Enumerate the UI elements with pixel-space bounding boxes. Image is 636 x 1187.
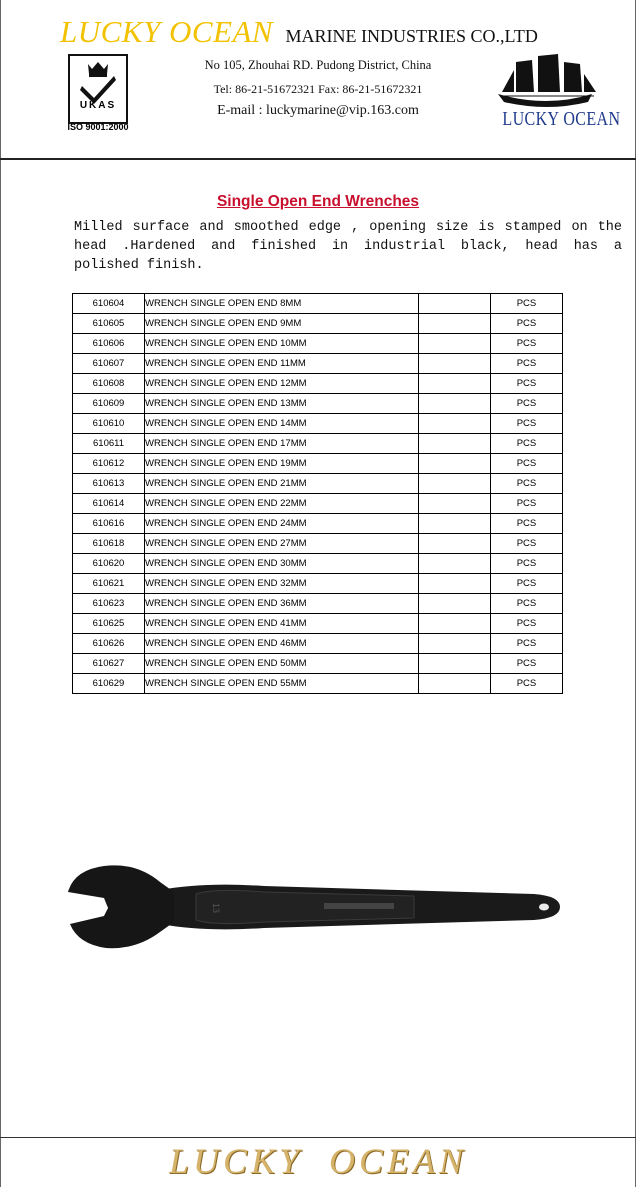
part-code-cell: 610606 [73,334,145,354]
table-row [73,494,563,514]
part-description-cell: WRENCH SINGLE OPEN END 50MM [145,654,419,674]
table-row [73,334,563,354]
blank-cell [419,294,491,314]
part-code-cell: 610607 [73,354,145,374]
table-row [73,374,563,394]
part-description-cell: WRENCH SINGLE OPEN END 14MM [145,414,419,434]
open-end-wrench-icon [64,852,564,954]
svg-text:13: 13 [211,903,221,914]
part-code-cell: 610613 [73,474,145,494]
footer-brand-word1: LUCKY [168,1141,304,1181]
unit-cell: PCS [491,674,563,694]
blank-cell [419,494,491,514]
part-description-cell: WRENCH SINGLE OPEN END 24MM [145,514,419,534]
blank-cell [419,514,491,534]
table-row [73,474,563,494]
part-description-cell: WRENCH SINGLE OPEN END 12MM [145,374,419,394]
part-description-cell: WRENCH SINGLE OPEN END 17MM [145,434,419,454]
footer-brand-word2: OCEAN [329,1141,468,1181]
unit-cell: PCS [491,354,563,374]
table-row [73,594,563,614]
table-row [73,554,563,574]
blank-cell [419,454,491,474]
part-description-cell: WRENCH SINGLE OPEN END 41MM [145,614,419,634]
part-code-cell: 610627 [73,654,145,674]
part-code-cell: 610625 [73,614,145,634]
ukas-label: UKAS [79,100,117,111]
part-code-cell: 610604 [73,294,145,314]
blank-cell [419,394,491,414]
unit-cell: PCS [491,474,563,494]
part-description-cell: WRENCH SINGLE OPEN END 55MM [145,674,419,694]
blank-cell [419,634,491,654]
part-code-cell: 610621 [73,574,145,594]
part-description-cell: WRENCH SINGLE OPEN END 9MM [145,314,419,334]
part-description-cell: WRENCH SINGLE OPEN END 11MM [145,354,419,374]
blank-cell [419,434,491,454]
header-divider [0,158,636,160]
table-row [73,354,563,374]
table-row [73,674,563,694]
part-code-cell: 610618 [73,534,145,554]
part-code-cell: 610608 [73,374,145,394]
part-description-cell: WRENCH SINGLE OPEN END 36MM [145,594,419,614]
unit-cell: PCS [491,554,563,574]
part-code-cell: 610623 [73,594,145,614]
part-description-cell: WRENCH SINGLE OPEN END 10MM [145,334,419,354]
unit-cell: PCS [491,614,563,634]
part-code-cell: 610626 [73,634,145,654]
unit-cell: PCS [491,314,563,334]
company-address: No 105, Zhouhai RD. Pudong District, China [204,58,432,72]
iso-label: ISO 9001:2000 [67,122,129,132]
unit-cell: PCS [491,374,563,394]
part-code-cell: 610616 [73,514,145,534]
blank-cell [419,314,491,334]
unit-cell: PCS [491,494,563,514]
table-row [73,454,563,474]
table-row [73,634,563,654]
unit-cell: PCS [491,294,563,314]
part-code-cell: 610610 [73,414,145,434]
table-row [73,514,563,534]
blank-cell [419,334,491,354]
unit-cell: PCS [491,394,563,414]
blank-cell [419,574,491,594]
unit-cell: PCS [491,514,563,534]
part-code-cell: 610614 [73,494,145,514]
part-code-cell: 610620 [73,554,145,574]
company-name: MARINE INDUSTRIES CO.,LTD [285,26,538,46]
blank-cell [419,374,491,394]
product-title: Single Open End Wrenches [216,193,420,210]
blank-cell [419,414,491,434]
unit-cell: PCS [491,414,563,434]
footer-brand [0,1140,636,1182]
blank-cell [419,474,491,494]
part-description-cell: WRENCH SINGLE OPEN END 19MM [145,454,419,474]
part-description-cell: WRENCH SINGLE OPEN END 13MM [145,394,419,414]
footer-divider [0,1137,636,1138]
unit-cell: PCS [491,634,563,654]
brand-name: LUCKY OCEAN [60,14,274,49]
part-code-cell: 610629 [73,674,145,694]
page-border-left [0,0,1,1187]
table-row [73,614,563,634]
blank-cell [419,534,491,554]
part-description-cell: WRENCH SINGLE OPEN END 32MM [145,574,419,594]
table-row [73,414,563,434]
part-code-cell: 610609 [73,394,145,414]
blank-cell [419,354,491,374]
unit-cell: PCS [491,654,563,674]
unit-cell: PCS [491,334,563,354]
logo-text: LUCKY OCEAN [502,108,621,130]
table-row [73,394,563,414]
table-row [73,654,563,674]
header-brand-line [60,14,538,50]
blank-cell [419,614,491,634]
table-row [73,534,563,554]
part-description-cell: WRENCH SINGLE OPEN END 21MM [145,474,419,494]
unit-cell: PCS [491,534,563,554]
part-code-cell: 610611 [73,434,145,454]
table-row [73,294,563,314]
part-code-cell: 610605 [73,314,145,334]
table-row [73,434,563,454]
blank-cell [419,594,491,614]
blank-cell [419,654,491,674]
unit-cell: PCS [491,454,563,474]
blank-cell [419,674,491,694]
product-description: Milled surface and smoothed edge , opening size is stamped on the head .Hardened and finished in industrial black, head has a polished finish. [74,220,622,273]
part-code-cell: 610612 [73,454,145,474]
part-description-cell: WRENCH SINGLE OPEN END 27MM [145,534,419,554]
company-tel-fax: Tel: 86-21-51672321 Fax: 86-21-51672321 [213,82,423,96]
part-description-cell: WRENCH SINGLE OPEN END 46MM [145,634,419,654]
parts-table [72,293,563,694]
unit-cell: PCS [491,434,563,454]
company-email: E-mail : luckymarine@vip.163.com [217,103,419,118]
unit-cell: PCS [491,594,563,614]
unit-cell: PCS [491,574,563,594]
sailing-ship-icon [492,52,602,112]
part-description-cell: WRENCH SINGLE OPEN END 8MM [145,294,419,314]
company-logo [492,52,621,138]
blank-cell [419,554,491,574]
table-row [73,574,563,594]
table-row [73,314,563,334]
part-description-cell: WRENCH SINGLE OPEN END 30MM [145,554,419,574]
part-description-cell: WRENCH SINGLE OPEN END 22MM [145,494,419,514]
